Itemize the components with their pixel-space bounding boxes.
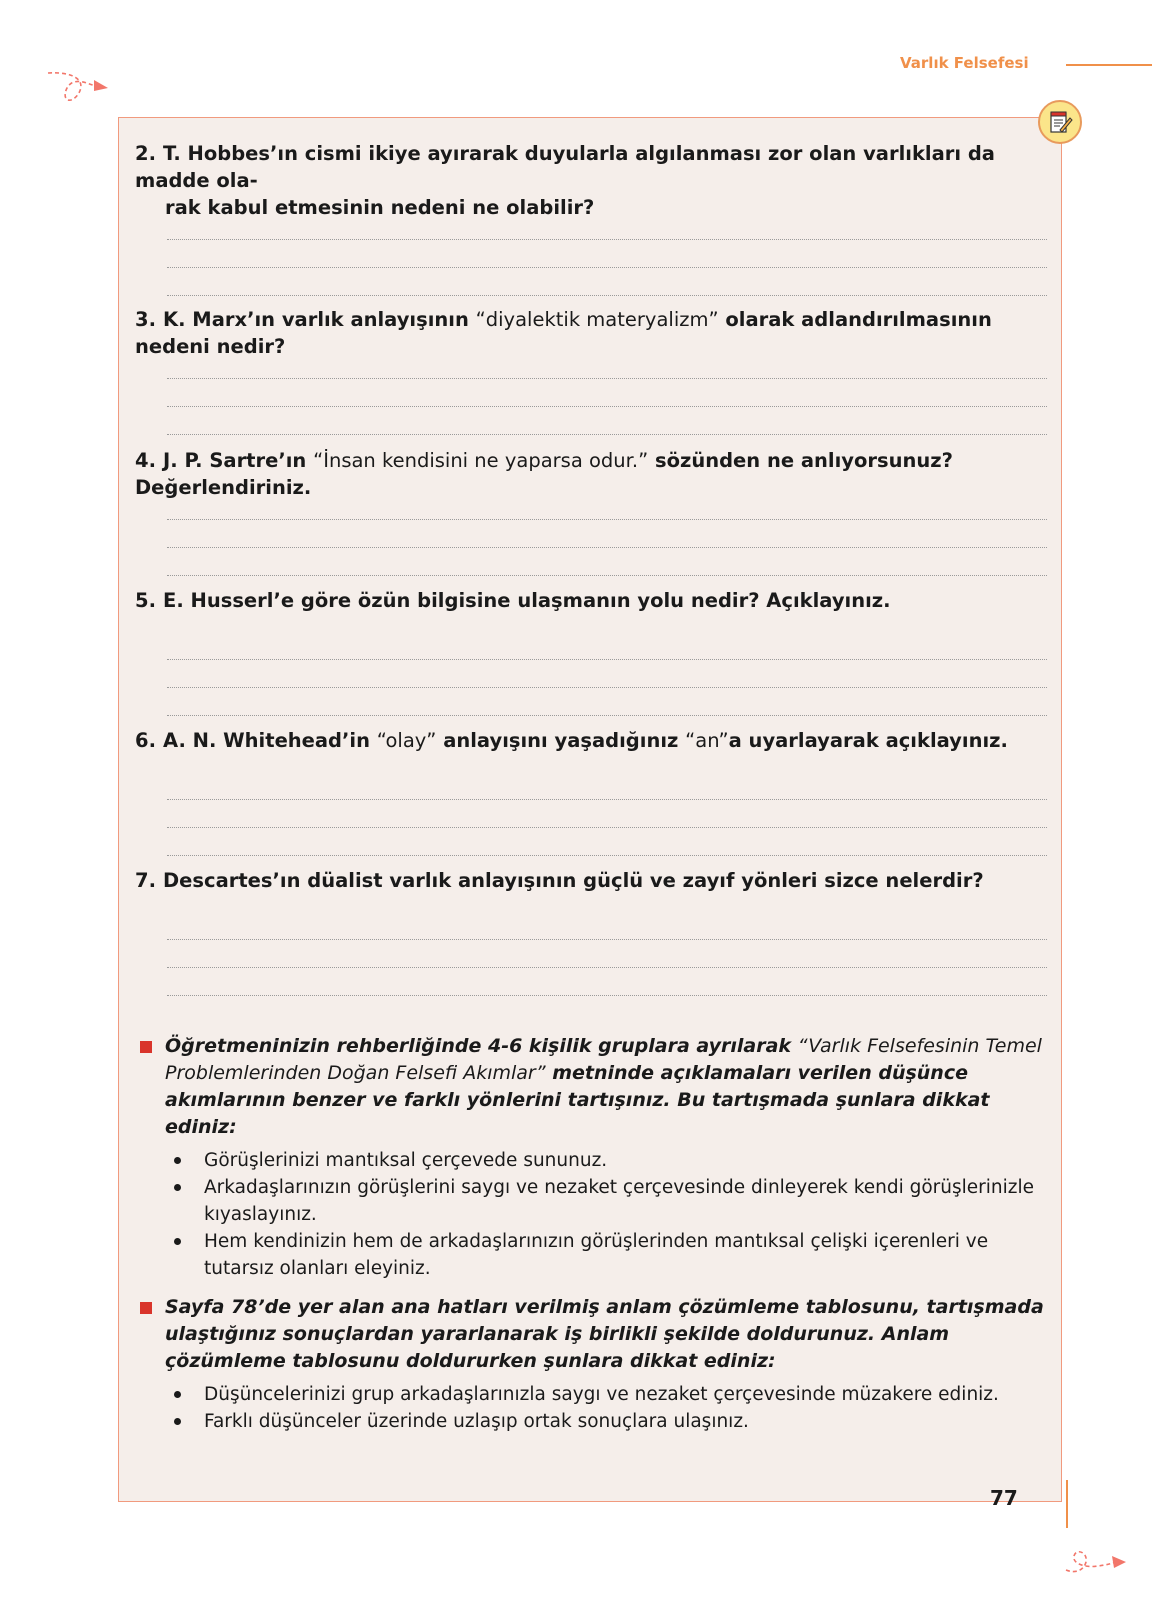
answer-line[interactable] (167, 547, 1047, 548)
task-text: Sayfa 78’de yer alan ana hatları verilmiş anlam çözümleme tablosunu, tartışmada ulaştığınız sonuçlardan yararlanarak iş birlikli şekilde doldurunuz. Anlam çözümleme tablosunu doldururken şunlara dikkat ediniz: (165, 1296, 1044, 1372)
question-6 (135, 727, 1045, 754)
question-text: “an” (685, 729, 729, 752)
answer-line[interactable] (167, 687, 1047, 688)
question-text: Descartes’ın düalist varlık anlayışının güçlü ve zayıf yönleri sizce nelerdir? (163, 869, 984, 892)
answer-line[interactable] (167, 295, 1047, 296)
question-text: olarak adlandırılmasının nedeni nedir? (135, 308, 992, 358)
question-text: rak kabul etmesinin nedeni ne olabilir? (165, 196, 595, 219)
section-title: Varlık Felsefesi (900, 54, 1029, 72)
question-number: 2. (135, 142, 156, 165)
dashed-loop-arrow-icon (44, 70, 114, 112)
question-text: sözünden ne anlıyorsunuz? Değerlendiriniz. (135, 449, 953, 499)
answer-line[interactable] (167, 799, 1047, 800)
task-text: “Varlık Felsefesinin Temel Problemlerinden Doğan Felsefi Akımlar” (165, 1035, 1042, 1084)
question-number: 6. (135, 729, 156, 752)
task-bullet-list (140, 1381, 1050, 1435)
question-text: a uyarlayarak açıklayınız. (728, 729, 1008, 752)
dashed-loop-arrow-icon (1062, 1540, 1132, 1582)
question-2 (135, 140, 1045, 221)
question-text: anlayışını yaşadığınız (436, 729, 686, 752)
answer-line[interactable] (167, 575, 1047, 576)
answer-line[interactable] (167, 967, 1047, 968)
question-number: 4. (135, 449, 156, 472)
question-5 (135, 587, 1045, 614)
question-text: K. Marx’ın varlık anlayışının (163, 308, 476, 331)
question-text: J. P. Sartre’ın (163, 449, 314, 472)
task-instruction (140, 1033, 1050, 1141)
question-text: E. Husserl’e göre özün bilgisine ulaşmanın yolu nedir? Açıklayınız. (163, 589, 891, 612)
answer-line[interactable] (167, 239, 1047, 240)
answer-line[interactable] (167, 406, 1047, 407)
task-instruction (140, 1294, 1050, 1375)
task-bullet-item: Hem kendinizin hem de arkadaşlarınızın görüşlerinden mantıksal çelişki içerenleri ve tutarsız olanları eleyiniz. (174, 1228, 1050, 1282)
answer-line[interactable] (167, 939, 1047, 940)
question-text: T. Hobbes’ın cismi ikiye ayırarak duyularla algılanması zor olan varlıkları da madde ola- (135, 142, 995, 192)
page-number: 77 (990, 1486, 1018, 1510)
page-number-rule (1066, 1480, 1068, 1528)
answer-line[interactable] (167, 267, 1047, 268)
group-task-2 (140, 1294, 1050, 1435)
task-bullet-item: Görüşlerinizi mantıksal çerçevede sununuz. (174, 1147, 1050, 1174)
task-text: Öğretmeninizin rehberliğinde 4-6 kişilik gruplara ayrılarak (165, 1035, 798, 1057)
red-square-bullet-icon (140, 1041, 152, 1053)
group-task-1 (140, 1033, 1050, 1282)
answer-line[interactable] (167, 659, 1047, 660)
answer-line[interactable] (167, 715, 1047, 716)
notepad-pencil-icon (1038, 100, 1082, 144)
question-3 (135, 306, 1045, 360)
answer-line[interactable] (167, 519, 1047, 520)
question-7 (135, 867, 1045, 894)
answer-line[interactable] (167, 995, 1047, 996)
task-bullet-item: Farklı düşünceler üzerinde uzlaşıp ortak sonuçlara ulaşınız. (174, 1408, 1050, 1435)
question-number: 3. (135, 308, 156, 331)
task-bullet-item: Düşüncelerinizi grup arkadaşlarınızla saygı ve nezaket çerçevesinde müzakere ediniz. (174, 1381, 1050, 1408)
task-bullet-list (140, 1147, 1050, 1282)
header-rule (1066, 64, 1152, 66)
question-4 (135, 447, 1045, 501)
question-number: 5. (135, 589, 156, 612)
answer-line[interactable] (167, 855, 1047, 856)
task-bullet-item: Arkadaşlarınızın görüşlerini saygı ve nezaket çerçevesinde dinleyerek kendi görüşlerinizle kıyaslayınız. (174, 1174, 1050, 1228)
question-number: 7. (135, 869, 156, 892)
question-text: “diyalektik materyalizm” (475, 308, 719, 331)
question-text: “olay” (376, 729, 437, 752)
question-text: “İnsan kendisini ne yaparsa odur.” (313, 449, 649, 472)
red-square-bullet-icon (140, 1302, 152, 1314)
answer-line[interactable] (167, 827, 1047, 828)
answer-line[interactable] (167, 434, 1047, 435)
answer-line[interactable] (167, 378, 1047, 379)
task-text: metninde açıklamaları verilen düşünce akımlarının benzer ve farklı yönlerini tartışınız. Bu tartışmada şunlara dikkat ediniz: (165, 1062, 990, 1138)
question-text: A. N. Whitehead’in (163, 729, 377, 752)
